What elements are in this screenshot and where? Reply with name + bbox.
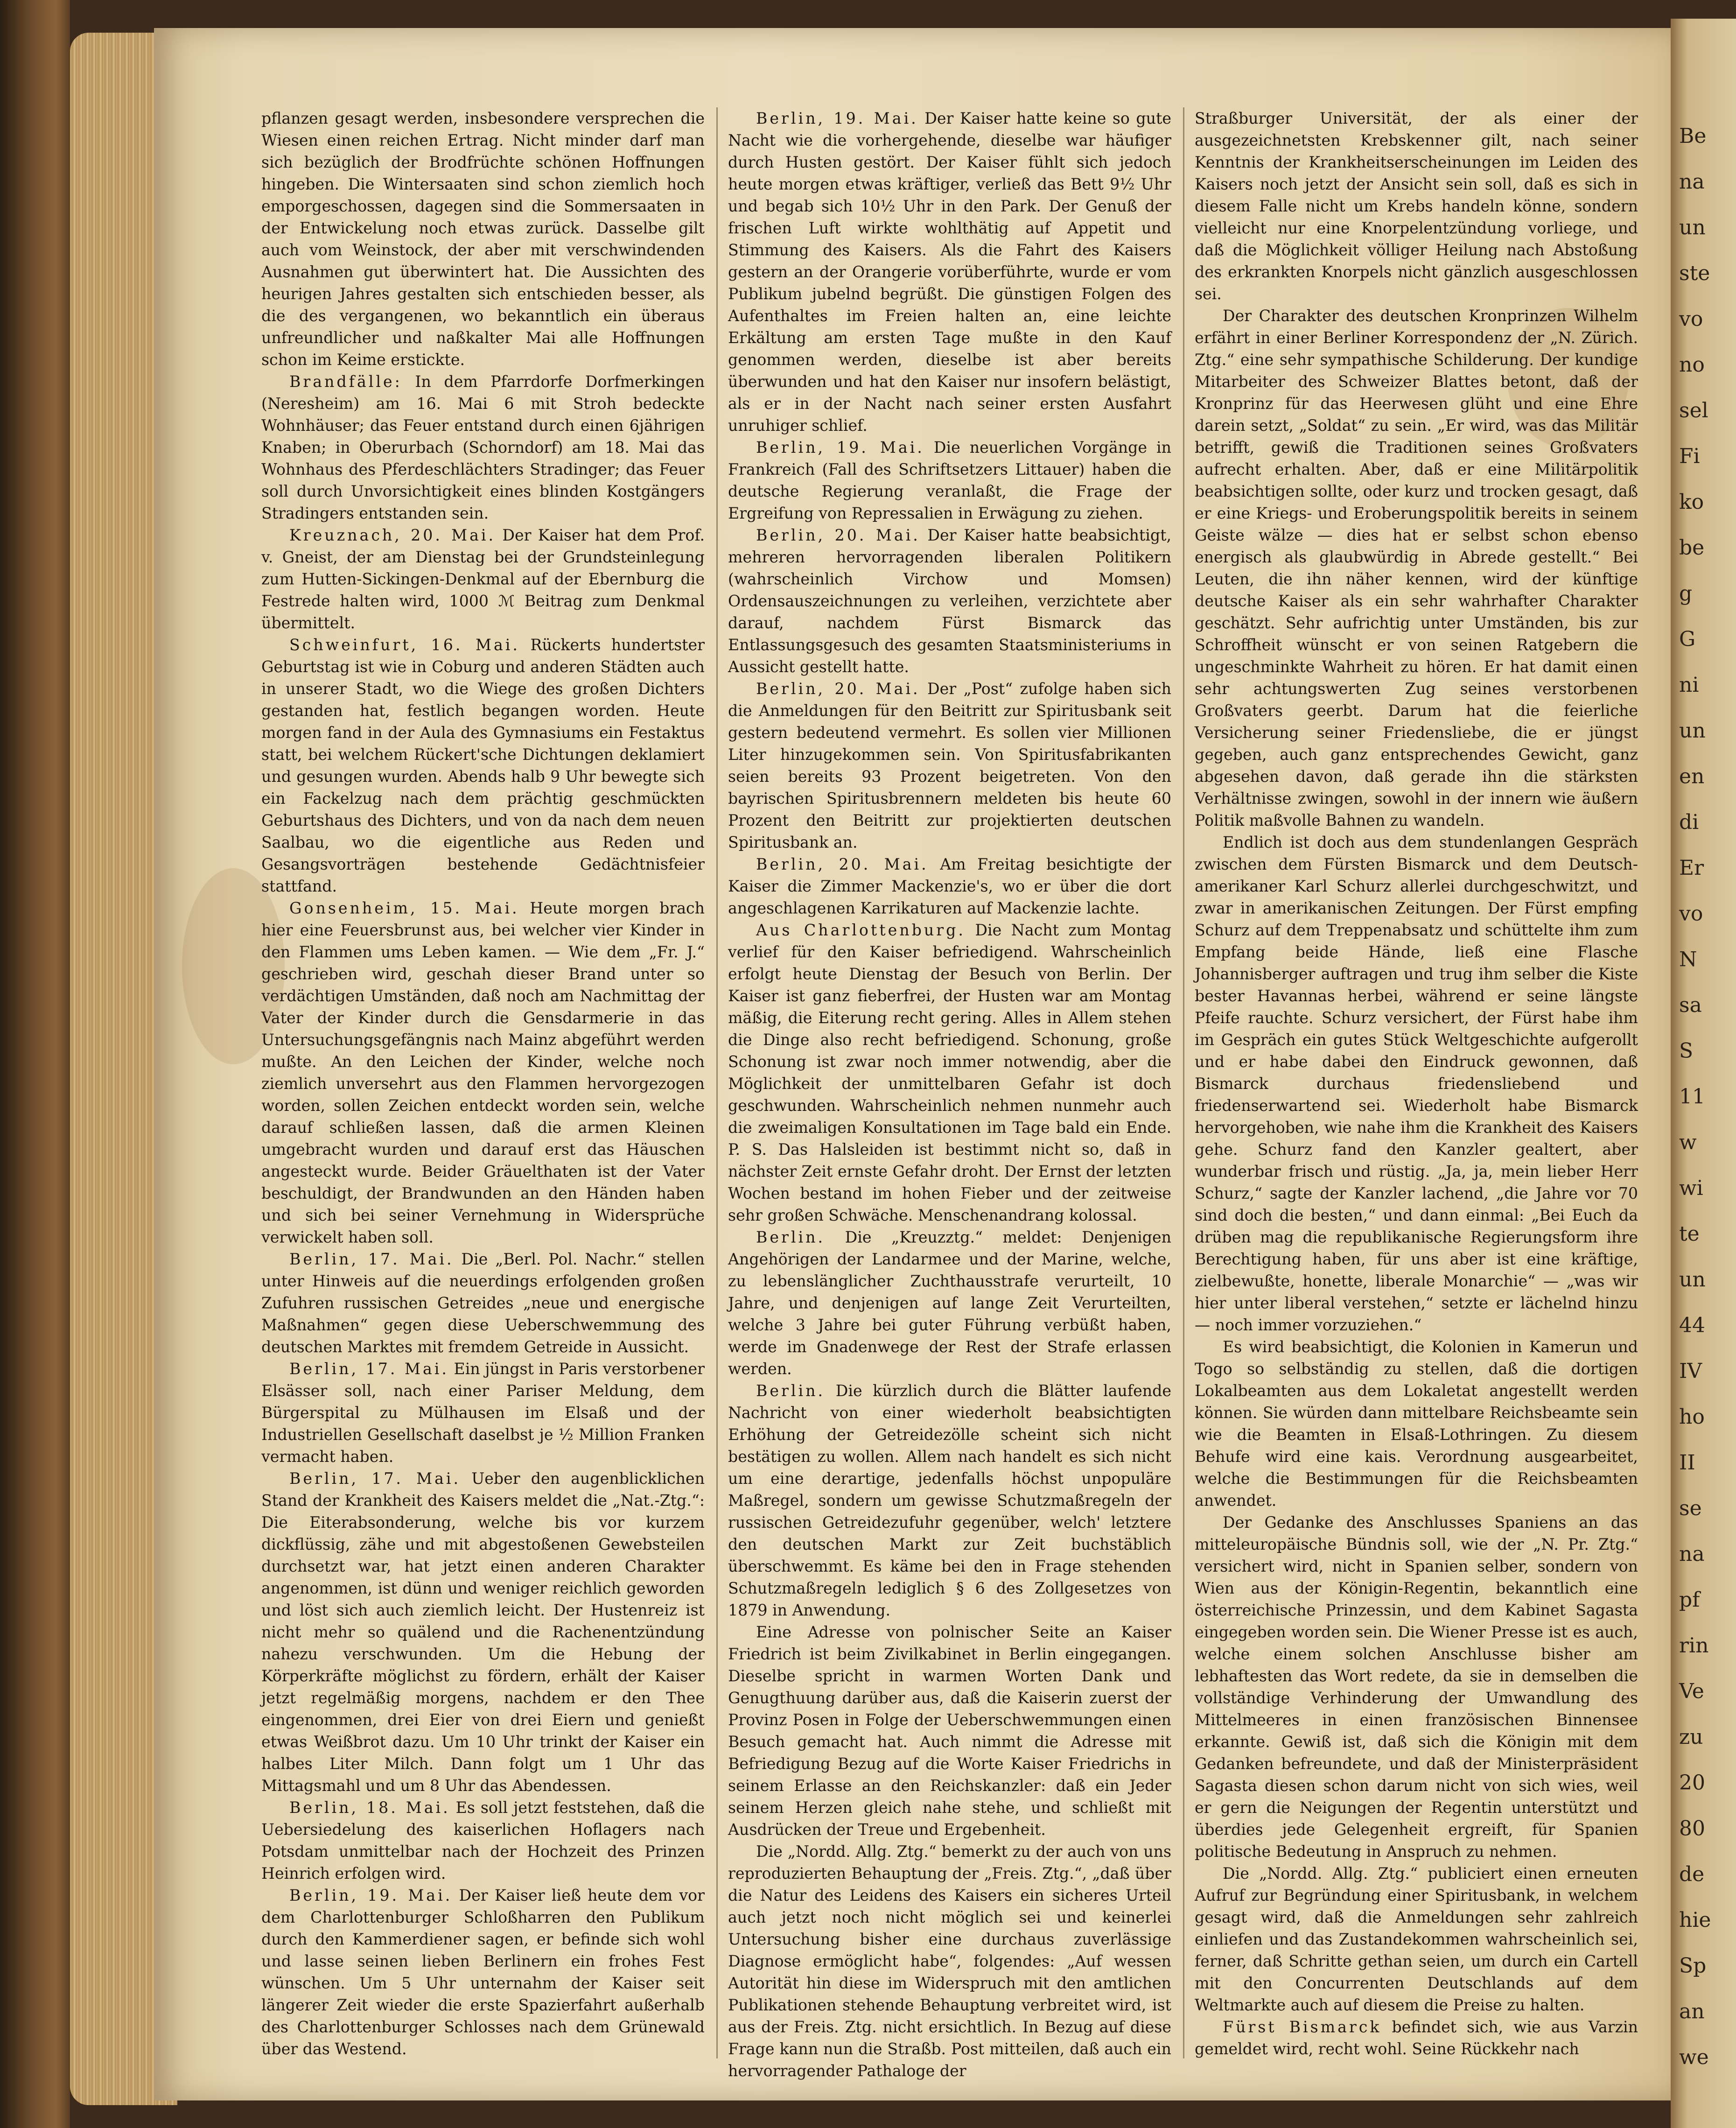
article-dateline: Berlin, 19. Mai. <box>756 109 918 127</box>
article-paragraph <box>261 634 705 897</box>
article-text: Die Nacht zum Montag verlief für den Kaiser befriedigend. Wahrscheinlich erfolgt heute Dienstag der Besuch von Berlin. Der Kaiser ist ganz fieberfrei, der Husten war am Montag mäßig, die Eiterung recht gering. Alles in Allem stehen die Dinge also recht befriedigend. Schonung, große Schonung ist zwar noch immer notwendig, aber die Möglichkeit der unmittelbaren Gefahr ist doch geschwunden. Wahrscheinlich nehmen nunmehr auch die zweimaligen Konsultationen im Tage bald ein Ende. P. S. Das Halsleiden ist bestimmt nicht so, daß in nächster Zeit ernste Gefahr droht. Der Ernst der letzten Wochen bestand im hohen Fieber und der zeitweise sehr großen Schwäche. Menschenandrang kolossal. <box>728 921 1171 1224</box>
article-text: Es soll jetzt feststehen, daß die Uebersiedelung des kaiserlichen Hoflagers nach Potsdam unmittelbar nach der Hochzeit des Prinzen Heinrich erfolgen wird. <box>261 1798 705 1882</box>
article-paragraph <box>728 524 1171 678</box>
article-dateline: Berlin, 18. Mai. <box>289 1798 450 1817</box>
text-columns <box>261 107 1647 2080</box>
article-paragraph <box>1195 1511 1638 1862</box>
article-text: In dem Pfarrdorfe Dorfmerkingen (Neresheim) am 16. Mai 6 mit Stroh bedeckte Wohnhäuser; das Feuer entstand durch einen 6jährigen Knaben; in Oberurbach (Schorndorf) am 18. Mai das Wohnhaus des Pferdeschlächters Stradinger; das Feuer soll durch Unvorsichtigkeit eines blinden Kostgängers Stradingers entstanden sein. <box>261 372 705 522</box>
article-paragraph <box>728 436 1171 524</box>
article-text: befindet sich, wie aus Varzin gemeldet wird, recht wohl. Seine Rückkehr nach <box>1195 2018 1638 2058</box>
article-paragraph <box>261 107 705 371</box>
adjacent-page-fragment: be <box>1679 536 1705 560</box>
article-dateline: Berlin, 19. Mai. <box>289 1886 453 1904</box>
column-middle <box>728 107 1171 2080</box>
article-paragraph <box>1195 1862 1638 2016</box>
article-text: Endlich ist doch aus dem stundenlangen Gespräch zwischen dem Fürsten Bismarck und dem Deutsch-amerikaner Karl Schurz allerlei durchgeschwitzt, und zwar in amerikanischen Zeitungen. Der Fürst empfing Schurz auf dem Treppenabsatz und schüttelte ihm zum Empfang beide Hände, ließ eine Flasche Johannisberger auftragen und trug ihm selber die Kiste bester Havannas herbei, während er seine längste Pfeife rauchte. Schurz versichert, der Fürst habe ihm im Gespräch ein gutes Stück Weltgeschichte aufgerollt und er habe dabei den Eindruck gewonnen, daß Bismarck durchaus friedensliebend und friedenserwartend sei. Wiederholt habe Bismarck hervorgehoben, wie nahe ihm die Krankheit des Kaisers gehe. Schurz fand den Kanzler gealtert, aber wunderbar frisch und rüstig. „Ja, ja, mein lieber Herr Schurz,“ sagte der Kanzler lachend, „die Jahre vor 70 sind doch die besten,“ und dann einmal: „Bei Euch da drüben mag die republikanische Regierungsform ihre Berechtigung haben, für uns aber ist eine kräftige, zielbewußte, honette, liberale Monarchie“ — „was wir hier unter liberal verstehen,“ setzte er lächelnd hinzu — noch immer vorzuziehen.“ <box>1195 833 1638 1334</box>
article-dateline: Berlin, 17. Mai. <box>289 1360 449 1378</box>
adjacent-page-fragment: we <box>1679 2045 1709 2069</box>
adjacent-page-fragment: zu <box>1679 1725 1703 1749</box>
adjacent-page-fragment: wi <box>1679 1176 1703 1200</box>
adjacent-page-fragment: di <box>1679 810 1699 834</box>
adjacent-page-fragment: no <box>1679 353 1705 377</box>
article-paragraph <box>261 524 705 634</box>
article-paragraph <box>728 1380 1171 1621</box>
adjacent-page-fragment: Ve <box>1679 1679 1704 1703</box>
article-text: Die „Nordd. Allg. Ztg.“ bemerkt zu der auch von uns reproduzierten Behauptung der „Freis. Ztg.“, „daß über die Natur des Leidens des Kaisers ein sicheres Urteil auch jetzt noch nicht möglich sei und keinerlei Untersuchung bisher eine durchaus zuverlässige Diagnose ermöglicht habe“, folgendes: „Auf wessen Autorität hin diese im Widerspruch mit den amtlichen Publikationen stehende Behauptung verbreitet wird, ist aus der Freis. Ztg. nicht ersichtlich. In Bezug auf diese Frage kann nun die Straßb. Post mitteilen, daß auch ein hervorragender Pathaloge der <box>728 1842 1171 2080</box>
adjacent-page-fragment: rin <box>1679 1634 1709 1657</box>
adjacent-page-fragment: 11 <box>1679 1085 1705 1109</box>
article-dateline: Berlin, 17. Mai. <box>289 1469 461 1488</box>
adjacent-page-fragment: de <box>1679 1862 1705 1886</box>
article-dateline: Berlin, 19. Mai. <box>756 438 924 457</box>
article-paragraph <box>1195 2016 1638 2060</box>
adjacent-page-fragment: S <box>1679 1039 1694 1063</box>
article-text: Es wird beabsichtigt, die Kolonien in Kamerun und Togo so selbständig zu stellen, daß die dortigen Lokalbeamten aus dem Lokaletat angestellt werden können. Sie würden dann mittelbare Reichsbeamte sein wie die Beamten in Elsaß-Lothringen. Zu diesem Behufe wird eine kais. Verordnung ausgearbeitet, welche die Bestimmungen für die Reichsbeamten anwendet. <box>1195 1338 1638 1510</box>
adjacent-page-fragment: w <box>1679 1131 1697 1154</box>
adjacent-page-fragment: na <box>1679 1542 1705 1566</box>
article-text: Der Kaiser hatte beabsichtigt, mehreren hervorragenden liberalen Politikern (wahrscheinlich Virchow und Momsen) Ordensauszeichnungen zu verleihen, verzichtete aber darauf, nachdem Fürst Bismarck das Entlassungsgesuch des gesamten Staatsministeriums in Aussicht gestellt hatte. <box>728 526 1171 676</box>
adjacent-page-fragment: Be <box>1679 124 1707 148</box>
adjacent-page-fragment: II <box>1679 1451 1695 1475</box>
book-cover-edge <box>0 0 70 2128</box>
article-text: Die „Nordd. Allg. Ztg.“ publiciert einen erneuten Aufruf zur Begründung einer Spiritusbank, in welchem gesagt wird, daß die Anmeldungen sehr zahlreich einliefen und das Zustandekommen wahrscheinlich sei, ferner, daß Schritte gethan seien, um durch ein Cartell mit den Concurrenten Deutschlands auf dem Weltmarkte auch auf diesem die Preise zu halten. <box>1195 1864 1638 2014</box>
adjacent-page-fragment: vo <box>1679 902 1703 926</box>
article-dateline: Brandfälle: <box>289 372 402 391</box>
article-paragraph <box>1195 305 1638 831</box>
article-dateline: Berlin, 20. Mai. <box>756 526 920 544</box>
article-paragraph <box>728 678 1171 853</box>
article-text: Straßburger Universität, der als einer der ausgezeichnetsten Krebskenner gilt, nach seiner Kenntnis der Krankheitserscheinungen im Leiden des Kaisers noch jetzt der Ansicht sein soll, daß es sich in diesem Falle nicht um Krebs handeln könne, sondern vielleicht nur eine Knorpelentzündung vorliege, und daß die Möglichkeit völliger Heilung nach Abstoßung des erkrankten Knorpels nicht gänzlich ausgeschlossen sei. <box>1195 109 1638 303</box>
adjacent-page-fragment: ni <box>1679 673 1699 697</box>
adjacent-page-fragment: na <box>1679 170 1705 194</box>
adjacent-page-fragment: un <box>1679 719 1706 743</box>
adjacent-page-fragment: ho <box>1679 1405 1705 1429</box>
article-text: pflanzen gesagt werden, insbesondere versprechen die Wiesen einen reichen Ertrag. Nicht minder darf man sich bezüglich der Brodfrüchte schönen Hoffnungen hingeben. Die Wintersaaten sind schon ziemlich hoch emporgeschossen, dagegen sind die Sommersaaten in der Entwickelung noch etwas zurück. Dasselbe gilt auch vom Weinstock, der aber mit verschwindenden Ausnahmen gut überwintert hat. Die Aussichten des heurigen Jahres gestalten sich entschieden besser, als die des vergangenen, wo bekanntlich ein überaus unfreundlicher und naßkalter Mai alle Hoffnungen schon im Keime erstickte. <box>261 109 705 369</box>
adjacent-page-fragment: g <box>1679 582 1693 605</box>
adjacent-page-fragment: te <box>1679 1222 1700 1246</box>
adjacent-page-edge <box>1671 19 1736 2128</box>
article-dateline: Gonsenheim, 15. Mai. <box>289 899 519 917</box>
article-text: Der Gedanke des Anschlusses Spaniens an das mitteleuropäische Bündnis soll, wie der „N. Pr. Ztg.“ versichert wird, nicht in Spanien selber, sondern von Wien aus der Königin-Regentin, bekanntlich eine österreichische Prinzessin, und dem Kabinet Sagasta eingegeben worden sein. Die Wiener Presse ist es auch, welche einem solchen Anschlusse bisher am lebhaftesten das Wort redete, da sie in demselben die vollständige Verhinderung der Umwandlung des Mittelmeeres in einen französischen Binnensee erkannte. Gewiß ist, daß sich die Königin mit dem Gedanken befreundete, und daß der Ministerpräsident Sagasta diesen schon darum nicht von sich wies, weil er gern die Neigungen der Regentin unterstützt und überdies jede Gelegenheit ergreift, für Spanien politische Bedeutung in Anspruch zu nehmen. <box>1195 1513 1638 1861</box>
article-paragraph <box>1195 107 1638 305</box>
adjacent-page-fragment: sa <box>1679 993 1702 1017</box>
article-text: Ueber den augenblicklichen Stand der Krankheit des Kaisers meldet die „Nat.-Ztg.“: Die Eiterabsonderung, welche bis vor kurzem dickflüssig, zähe und mit abgestoßenen Gewebsteilen durchsetzt war, hat jetzt einen anderen Charakter angenommen, ist dünn und weniger reichlich geworden und löst sich auch ziemlich leicht. Der Hustenreiz ist nicht mehr so quälend und die Rachenentzündung nahezu verschwunden. Um die Hebung der Körperkräfte möglichst zu fördern, erhält der Kaiser jetzt regelmäßig morgens, nachdem er den Thee eingenommen, drei Eier von drei Eiern und genießt etwas Weißbrot dazu. Um 10 Uhr trinkt der Kaiser ein halbes Liter Milch. Dann folgt um 1 Uhr das Mittagsmahl und um 8 Uhr das Abendessen. <box>261 1469 705 1795</box>
adjacent-page-fragment: IV <box>1679 1359 1702 1383</box>
adjacent-page-fragment: N <box>1679 948 1697 971</box>
article-dateline: Berlin, 17. Mai. <box>289 1250 454 1268</box>
article-text: Die kürzlich durch die Blätter laufende Nachricht von einer wiederholt beabsichtigten Erhöhung der Getreidezölle scheint sich nicht bestätigen zu wollen. Allem nach handelt es sich nicht um eine derartige, jedenfalls höchst unpopuläre Maßregel, sondern um gewisse Schutzmaßregeln der russischen Getreidezufuhr gegenüber, welch' letztere den deutschen Markt zur Zeit buchstäblich überschwemmt. Es käme bei den in Frage stehenden Schutzmaßregeln lediglich § 6 des Zollgesetzes von 1879 in Anwendung. <box>728 1382 1171 1619</box>
article-paragraph <box>728 853 1171 919</box>
article-paragraph <box>261 1248 705 1358</box>
adjacent-page-fragment: hie <box>1679 1908 1711 1932</box>
article-text: Der „Post“ zufolge haben sich die Anmeldungen für den Beitritt zur Spiritusbank seit gestern bedeutend vermehrt. Es sollen vier Millionen Liter hinzugekommen sein. Von Spiritusfabrikanten seien bereits 93 Prozent beigetreten. Von den bayrischen Spiritusbrennern meldeten bis heute 60 Prozent den Beitritt zur projektierten deutschen Spiritusbank an. <box>728 680 1171 851</box>
article-dateline: Aus Charlottenburg. <box>756 921 966 939</box>
adjacent-page-fragment: se <box>1679 1496 1702 1520</box>
adjacent-page-fragment: en <box>1679 765 1705 788</box>
article-paragraph <box>728 919 1171 1226</box>
article-paragraph <box>728 1840 1171 2082</box>
article-text: Die neuerlichen Vorgänge in Frankreich (Fall des Schriftsetzers Littauer) haben die deutsche Regierung veranlaßt, die Frage der Ergreifung von Repressalien in Erwägung zu ziehen. <box>728 438 1171 522</box>
article-dateline: Berlin. <box>756 1382 826 1400</box>
article-paragraph <box>261 897 705 1248</box>
article-dateline: Berlin, 20. Mai. <box>756 680 920 698</box>
article-paragraph <box>261 371 705 524</box>
adjacent-page-fragment: ste <box>1679 261 1710 285</box>
article-dateline: Berlin. <box>756 1228 826 1246</box>
article-text: Die „Berl. Pol. Nachr.“ stellen unter Hinweis auf die neuerdings erfolgenden großen Zufuhren russischen Getreides „neue und energische Maßnahmen“ gegen diese Ueberschwemmung des deutschen Marktes mit fremdem Getreide in Aussicht. <box>261 1250 705 1356</box>
article-paragraph <box>1195 1336 1638 1511</box>
article-paragraph <box>261 1797 705 1884</box>
article-text: Die „Kreuzztg.“ meldet: Denjenigen Angehörigen der Landarmee und der Marine, welche, zu lebenslänglicher Zuchthausstrafe verurteilt, 10 Jahre, und denjenigen auf lange Zeit Verurteilten, welche 3 Jahre bei guter Führung verbüßt haben, werde im Gnadenwege der Rest der Strafe erlassen werden. <box>728 1228 1171 1378</box>
article-text: Der Kaiser hat dem Prof. v. Gneist, der am Dienstag bei der Grundsteinlegung zum Hutten-Sickingen-Denkmal auf der Ebernburg die Festrede halten wird, 1000 ℳ Beitrag zum Denkmal übermittelt. <box>261 526 705 632</box>
article-text: Der Charakter des deutschen Kronprinzen Wilhelm erfährt in einer Berliner Korrespondenz der „N. Zürich. Ztg.“ eine sehr sympathische Schilderung. Der kundige Mitarbeiter des Schweizer Blattes betont, daß der Kronprinz für das Heerwesen glüht und eine Ehre darein setzt, „Soldat“ zu sein. „Er wird, was das Militär betrifft, gewiß die Traditionen seines Großvaters aufrecht erhalten. Aber, daß er eine Militärpolitik beabsichtigen sollte, oder kurz und trocken gesagt, daß er eine Kriegs- und Eroberungspolitik bereits in seinem Geiste wälze — dies hat er selbst schon ebenso energisch als glaubwürdig in Abrede gestellt.“ Bei Leuten, die ihn näher kennen, wird der künftige deutsche Kaiser als ein sehr wahrhafter Charakter geschätzt. Sehr aufrichtig unter Umständen, bis zur Schroffheit wünscht er von seinen Ratgebern die ungeschminkte Wahrheit zu hören. Er hat damit einen sehr achtungswerten Zug seines verstorbenen Großvaters geerbt. Darum hat die feierliche Versicherung seiner Friedensliebe, die er jüngst gegeben, auch ganz entsprechendes Gewicht, ganz abgesehen davon, daß gerade ihn die stärksten Verhältnisse zwingen, sowohl in der innern wie äußern Politik maßvolle Bahnen zu wandeln. <box>1195 307 1638 829</box>
article-dateline: Fürst Bismarck <box>1223 2018 1382 2036</box>
adjacent-page-fragment: 20 <box>1679 1771 1705 1795</box>
adjacent-page-fragment: ko <box>1679 490 1704 514</box>
article-paragraph <box>1195 831 1638 1336</box>
article-paragraph <box>261 1884 705 2060</box>
column-right <box>1195 107 1638 2058</box>
adjacent-page-fragment: an <box>1679 2000 1705 2023</box>
article-text: Am Freitag besichtigte der Kaiser die Zimmer Mackenzie's, wo er über die dort angeschlagenen Karrikaturen auf Mackenzie lachte. <box>728 855 1171 917</box>
article-paragraph <box>261 1468 705 1797</box>
adjacent-page-fragment: vo <box>1679 307 1703 331</box>
article-paragraph <box>261 1358 705 1468</box>
article-text: Der Kaiser hatte keine so gute Nacht wie die vorhergehende, dieselbe war häufiger durch Husten gestört. Der Kaiser fühlt sich jedoch heute morgen etwas kräftiger, verließ das Bett 9½ Uhr und begab sich 10½ Uhr in den Park. Der Genuß der frischen Luft wirkte wohlthätig auf Appetit und Stimmung des Kaisers. Als die Fahrt des Kaisers gestern an der Orangerie vorüberführte, wurde er vom Publikum jubelnd begrüßt. Die günstigen Folgen des Aufenthaltes im Freien halten an, eine leichte Erkältung am ersten Tage mußte in den Kauf genommen werden, dieselbe ist aber bereits überwunden und hat den Kaiser nur insofern belästigt, als er in der Nacht nach seiner ersten Ausfahrt unruhiger schlief. <box>728 109 1171 435</box>
adjacent-page-fragment: G <box>1679 627 1696 651</box>
article-paragraph <box>728 107 1171 436</box>
article-text: Der Kaiser ließ heute dem vor dem Charlottenburger Schloßharren den Publikum durch den Kammerdiener sagen, er befinde sich wohl und lasse seinen lieben Berlinern ein frohes Fest wünschen. Um 5 Uhr unternahm der Kaiser seit längerer Zeit wieder die erste Spazierfahrt außerhalb des Charlottenburger Schlosses nach dem Grünewald über das Westend. <box>261 1886 705 2058</box>
adjacent-page-fragment: Fi <box>1679 444 1700 468</box>
article-paragraph <box>728 1226 1171 1380</box>
adjacent-page-fragment: 80 <box>1679 1817 1705 1840</box>
article-paragraph <box>728 1621 1171 1840</box>
adjacent-page-fragment: un <box>1679 216 1706 239</box>
column-rule <box>1183 107 1184 2058</box>
article-dateline: Schweinfurt, 16. Mai. <box>289 636 520 654</box>
column-left <box>261 107 705 2058</box>
article-dateline: Kreuznach, 20. Mai. <box>289 526 496 544</box>
article-text: Heute morgen brach hier eine Feuersbrunst aus, bei welcher vier Kinder in den Flammen ums Leben kamen. — Wie dem „Fr. J.“ geschrieben wird, geschah dieser Brand unter so verdächtigen Umständen, daß noch am Nachmittag der Vater der Kinder durch die Gensdarmerie in das Untersuchungsgefängnis nach Mainz abgeführt werden mußte. An den Leichen der Kinder, welche noch ziemlich unversehrt aus den Flammen hervorgezogen worden, sollen Zeichen entdeckt worden sein, welche darauf schließen lassen, daß die armen Kleinen umgebracht wurden und darauf erst das Häuschen angesteckt wurde. Beider Gräuelthaten ist der Vater beschuldigt, der Brandwunden an den Händen haben und sich bei seiner Vernehmung in Widersprüche verwickelt haben soll. <box>261 899 705 1246</box>
article-text: Eine Adresse von polnischer Seite an Kaiser Friedrich ist beim Zivilkabinet in Berlin eingegangen. Dieselbe spricht in warmen Worten Dank und Genugthuung darüber aus, daß die Kaiserin zuerst der Provinz Posen in Folge der Ueberschwemmungen einen Besuch gemacht hat. Auch nimmt die Adresse mit Befriedigung Bezug auf die Worte Kaiser Friedrichs in seinem Erlasse an den Reichskanzler: daß ein Jeder seinem Herzen gleich nahe stehe, und schließt mit Ausdrücken der Treue und Ergebenheit. <box>728 1623 1171 1839</box>
adjacent-page-fragment: 44 <box>1679 1313 1705 1337</box>
article-dateline: Berlin, 20. Mai. <box>756 855 929 873</box>
adjacent-page-fragment: Er <box>1679 856 1704 880</box>
column-rule <box>716 107 718 2058</box>
newspaper-page <box>154 28 1671 2100</box>
adjacent-page-fragment: pf <box>1679 1588 1700 1612</box>
adjacent-page-fragment: sel <box>1679 399 1708 422</box>
article-text: Ein jüngst in Paris verstorbener Elsässer soll, nach einer Pariser Meldung, dem Bürgerspital zu Mülhausen im Elsaß und der Industriellen Gesellschaft daselbst je ½ Million Franken vermacht haben. <box>261 1360 705 1466</box>
article-text: Rückerts hundertster Geburtstag ist wie in Coburg und anderen Städten auch in unserer Stadt, wo die Wiege des großen Dichters gestanden hat, festlich begangen worden. Heute morgen fand in der Aula des Gymnasiums ein Festaktus statt, bei welchem Rückert'sche Dichtungen deklamiert und gesungen wurden. Abends halb 9 Uhr bewegte sich ein Fackelzug nach dem prächtig geschmückten Geburtshaus des Dichters, und von da nach dem neuen Saalbau, wo die eigentliche aus Reden und Gesangsvorträgen bestehende Gedächtnisfeier stattfand. <box>261 636 705 895</box>
adjacent-page-fragment: Sp <box>1679 1954 1707 1978</box>
adjacent-page-fragment: un <box>1679 1268 1706 1292</box>
